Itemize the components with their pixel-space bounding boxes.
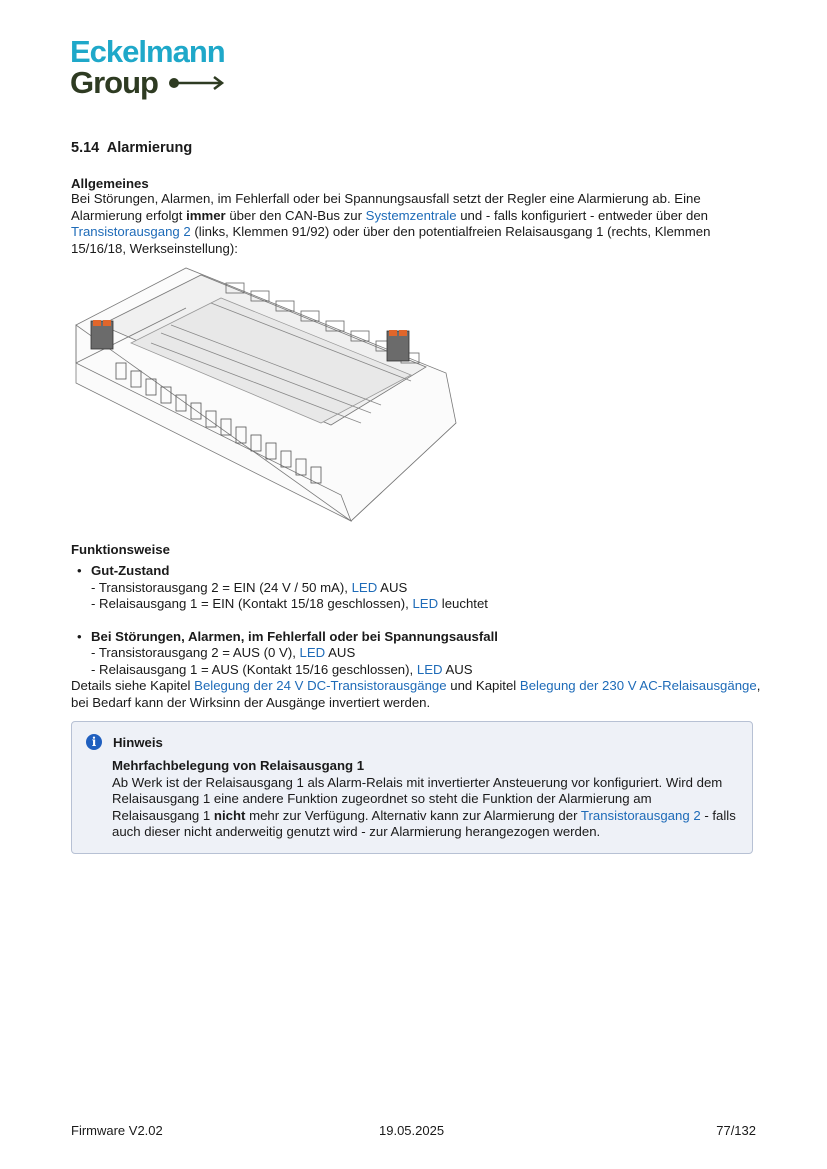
function-list <box>71 563 761 678</box>
link-led[interactable]: LED <box>416 661 443 677</box>
general-heading: Allgemeines <box>71 176 149 191</box>
arrow-icon <box>168 76 226 90</box>
connector-left-icon <box>91 320 113 349</box>
emphasis: nicht <box>213 807 246 823</box>
text: über den CAN-Bus zur <box>225 207 366 223</box>
logo-line-2-text: Group <box>70 65 158 100</box>
text: Bei Störungen, Alarmen, im Fehlerfall oder bei Spannungsausfall setzt der Regler eine Alarmierung ab. Eine Alarmierung erfolgt <box>71 191 701 223</box>
general-paragraph <box>71 191 761 257</box>
text: und Kapitel <box>446 678 520 693</box>
text: Details siehe Kapitel <box>71 678 195 693</box>
text: mehr zur Verfügung. Alternativ kann zur Alarmierung der <box>245 807 581 823</box>
link-led[interactable]: LED <box>412 596 439 611</box>
note-header <box>86 734 752 750</box>
text: - falls auch dieser nicht anderweitig genutzt wird - zur Alarmierung herangezogen werden. <box>112 807 736 839</box>
link-transistorausgang-2[interactable]: Transistorausgang 2 <box>580 807 701 823</box>
link-transistorausgang-2[interactable]: Transistorausgang 2 <box>71 224 191 239</box>
section-heading <box>71 140 761 156</box>
link-transistor-outputs[interactable]: Belegung der 24 V DC-Transistorausgänge <box>194 678 447 693</box>
logo-line-2 <box>70 67 226 98</box>
text: leuchtet <box>438 596 488 611</box>
company-logo <box>70 36 226 98</box>
footer-page-number: 77/132 <box>716 1123 756 1138</box>
list-item <box>71 629 761 679</box>
section-number: 5.14 <box>71 140 100 156</box>
text: AUS <box>325 645 356 660</box>
footer-firmware: Firmware V2.02 <box>71 1123 163 1138</box>
info-icon: i <box>86 734 102 750</box>
footer-date: 19.05.2025 <box>379 1123 445 1138</box>
link-led[interactable]: LED <box>351 579 378 595</box>
bullet-title: • Gut-Zustand <box>91 563 170 578</box>
bullet-line <box>91 596 761 613</box>
function-heading: Funktionsweise <box>71 542 170 557</box>
bullet-line <box>91 662 761 679</box>
link-led[interactable]: LED <box>299 645 326 660</box>
text: und - falls konfiguriert - entweder über den <box>456 207 708 223</box>
bullet-title: • Bei Störungen, Alarmen, im Fehlerfall oder bei Spannungsausfall <box>91 628 498 644</box>
text: - Transistorausgang 2 = AUS (0 V), <box>91 645 300 660</box>
page-footer <box>71 1123 756 1141</box>
bullet-line <box>91 580 761 597</box>
text: - Relaisausgang 1 = EIN (Kontakt 15/18 geschlossen), <box>91 596 413 611</box>
bullet-line <box>91 645 761 662</box>
link-systemzentrale[interactable]: Systemzentrale <box>365 207 457 223</box>
note-text <box>112 775 740 841</box>
list-item <box>71 563 761 613</box>
link-relay-outputs[interactable]: Belegung der 230 V AC-Relaisausgänge <box>519 678 757 693</box>
note-box <box>71 721 753 854</box>
note-subtitle: Mehrfachbelegung von Relaisausgang 1 <box>112 758 365 773</box>
emphasis: immer <box>186 207 226 223</box>
main-content <box>71 140 761 854</box>
text: AUS <box>377 579 408 595</box>
text: Ab Werk ist der Relaisausgang 1 als Alarm-Relais mit invertierter Ansteuerung vor konfiguriert. Wird dem Relaisausgang 1 eine andere Funktion zugeordnet so steht die Funktion der Alarmierung am Relaisausgang 1 <box>112 774 723 823</box>
text: (links, Klemmen 91/92) oder über den potentialfreien Relaisausgang 1 (rechts, Klemmen 15/16/18, Werkseinstellung): <box>71 224 711 256</box>
text: - Relaisausgang 1 = AUS (Kontakt 15/16 geschlossen), <box>91 661 417 677</box>
note-label: Hinweis <box>113 734 163 750</box>
text: - Transistorausgang 2 = EIN (24 V / 50 mA), <box>91 579 352 595</box>
text: AUS <box>442 661 473 677</box>
connector-right-icon <box>387 330 409 361</box>
logo-line-1: Eckelmann <box>70 34 225 69</box>
details-paragraph <box>71 678 761 711</box>
controller-device-illustration <box>71 263 471 525</box>
note-body <box>86 758 752 841</box>
text: , bei Bedarf kann der Wirksinn der Ausgänge invertiert werden. <box>71 678 761 710</box>
section-title: Alarmierung <box>106 140 193 156</box>
